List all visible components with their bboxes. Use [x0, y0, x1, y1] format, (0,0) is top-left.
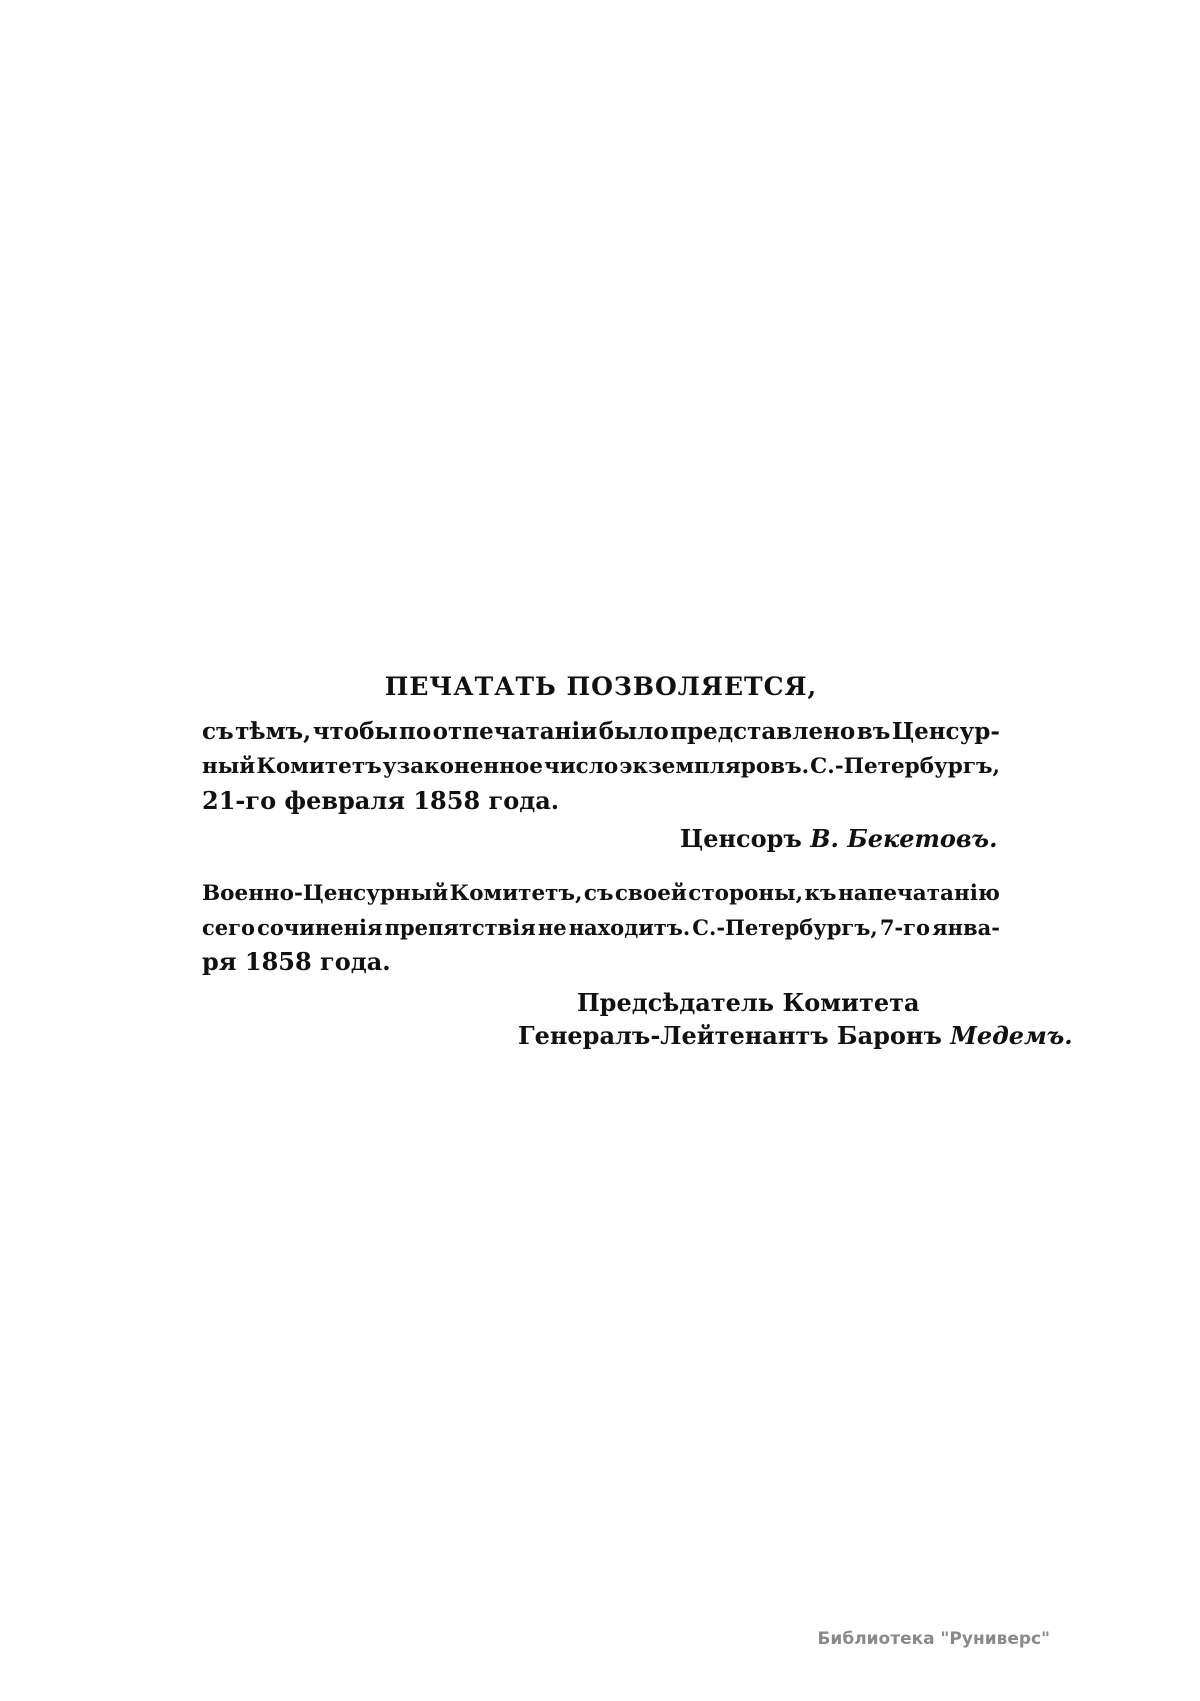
- military-line-1: [202, 879, 1000, 909]
- permission-line-1-text-word: было: [598, 718, 669, 745]
- military-line-2-text-word: не: [537, 915, 567, 940]
- permission-line-2-text-word: ный: [202, 754, 256, 779]
- military-line-1-text-word: съ: [583, 881, 614, 906]
- permission-line-2-text-word: С.-Петербургъ,: [810, 754, 1000, 779]
- permission-line-1-text-word: Ценсур-: [891, 718, 1000, 745]
- military-line-2-text-word: сочиненія: [257, 915, 383, 940]
- military-line-2-text-word: находитъ.: [568, 915, 691, 940]
- permission-line-1-text-word: тѣмъ,: [235, 718, 312, 745]
- permission-line-1-text-word: представлено: [670, 718, 856, 745]
- military-line-2-text-word: С.-Петербургъ,: [692, 915, 878, 940]
- permission-line-1-text-word: чтобы: [312, 718, 398, 745]
- censor-name: В. Бекетовъ.: [810, 824, 998, 853]
- chair-title: Предсѣдатель Комитета: [577, 988, 920, 1017]
- permission-line-1-text-word: отпечатаніи: [432, 718, 598, 745]
- military-line-1-text-word: стороны,: [688, 881, 804, 906]
- military-line-3: ря 1858 года.: [202, 947, 391, 976]
- military-line-2-text-word: янва-: [932, 915, 1000, 940]
- military-line-1-text-word: къ: [804, 881, 837, 906]
- permission-line-3: 21-го февраля 1858 года.: [202, 786, 560, 815]
- permission-line-2-text-word: узаконенное: [382, 754, 543, 779]
- censor-label: Ценсоръ: [680, 824, 802, 853]
- chair-name: Медемъ.: [950, 1021, 1073, 1050]
- military-line-1-text-word: своей: [614, 881, 687, 906]
- permission-line-2-text-word: число: [543, 754, 619, 779]
- military-line-2: [202, 913, 1000, 943]
- military-line-1-text-word: Комитетъ,: [449, 881, 583, 906]
- library-watermark: Библиотека "Руниверс": [817, 1629, 1050, 1649]
- permission-line-2-text-word: Комитетъ: [256, 754, 382, 779]
- permission-line-1-text-word: съ: [202, 718, 234, 745]
- military-line-2-text-word: препятствія: [384, 915, 536, 940]
- censor-signature: [680, 824, 997, 853]
- permission-line-1-text-word: въ: [856, 718, 891, 745]
- military-line-2-text-word: 7-го: [879, 915, 931, 940]
- military-line-1-text-word: напечатанію: [837, 881, 1000, 906]
- permission-heading: ПЕЧАТАТЬ ПОЗВОЛЯЕТСЯ,: [384, 672, 818, 701]
- chair-signature: [518, 1021, 1073, 1050]
- permission-line-1-text-word: по: [399, 718, 432, 745]
- military-line-2-text-word: сего: [202, 915, 256, 940]
- permission-line-1: [202, 717, 1000, 747]
- chair-rank: Генералъ-Лейтенантъ Баронъ: [518, 1021, 942, 1050]
- permission-line-2-text-word: экземпляровъ.: [619, 754, 810, 779]
- permission-line-2: [202, 752, 1000, 782]
- military-line-1-text-word: Военно-Ценсурный: [202, 881, 449, 906]
